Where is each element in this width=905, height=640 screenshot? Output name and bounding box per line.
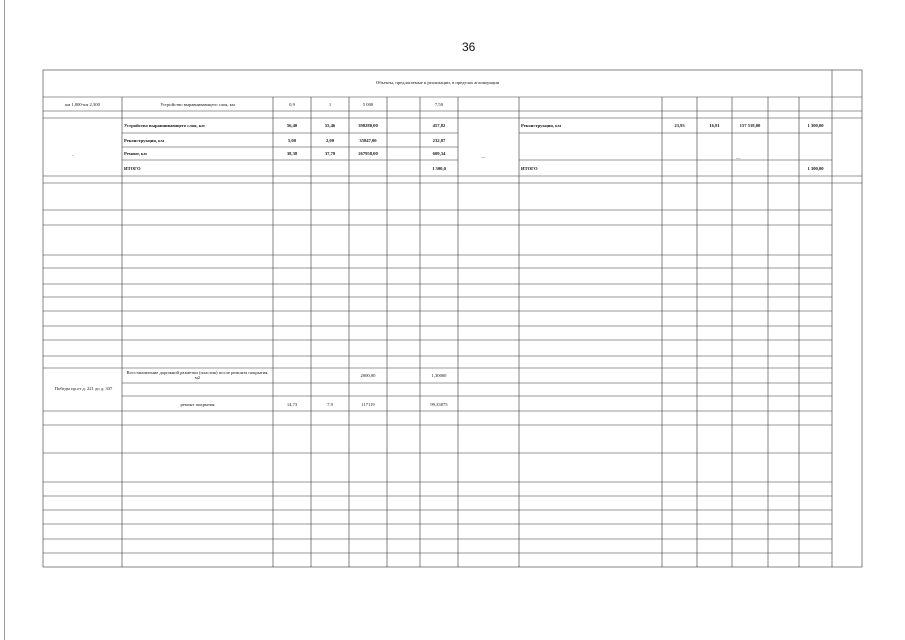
group-a-row1-work: Устройство выравнивающего слоя, км xyxy=(124,123,205,128)
group-b-restore-v4: 1,30000 xyxy=(431,373,447,378)
group-b-repair-v4: 99,33075 xyxy=(430,402,448,407)
table-header-title: Объекты, предлагаемые к реализации, в пределах агломерации xyxy=(375,80,500,85)
group-a-row3-work: Ремонт, км xyxy=(124,151,147,156)
row1-v1: 0,9 xyxy=(289,102,295,107)
row1-v2: 1 xyxy=(328,102,332,107)
group-a-right-work: Реконструкция, км xyxy=(521,123,561,128)
row1-segment: км 1,000-км 2,300 xyxy=(65,102,100,107)
group-b-repair-v1: 14,73 xyxy=(286,402,298,407)
row1-v3: 5 000 xyxy=(362,102,374,107)
group-b-repair-work: ремонт покрытия xyxy=(180,402,215,407)
group-a-row3-v3: 267958,00 xyxy=(358,151,378,156)
group-b-restore-v3: 2000,00 xyxy=(360,373,376,378)
group-a-dash-left: - xyxy=(72,153,74,158)
group-a-right-v3: 157 518,00 xyxy=(739,123,761,128)
group-b-restore-work: Восстановление дорожной разметки (пластик) после ремонта покрытия, м2 xyxy=(126,370,269,380)
group-a-total-value: 1 300,0 xyxy=(432,166,446,171)
group-a-dash-right: — xyxy=(736,155,741,160)
group-a-row2-v3: 35847,00 xyxy=(359,138,377,143)
group-a-right-v1: 23,93 xyxy=(674,123,685,128)
group-a-row2-v1: 5,00 xyxy=(287,138,297,143)
group-a-right-v4: 1 300,00 xyxy=(807,123,824,128)
group-b-repair-v3: 117119 xyxy=(361,402,375,407)
group-a-row2-v2: 2,00 xyxy=(325,138,335,143)
group-a-row1-v3: 398280,00 xyxy=(358,123,378,128)
row1-work: Устройство выравнивающего слоя, км xyxy=(160,102,235,107)
group-a-row1-v4: 457,82 xyxy=(432,123,446,128)
group-a-total-label: ИТОГО xyxy=(124,166,141,171)
group-a-right-v2: 16,81 xyxy=(709,123,720,128)
group-a-dash-mid: — xyxy=(481,154,486,159)
group-b-location: Победы пр.от д. 221 до д. 337 xyxy=(54,386,113,391)
group-a-row3-v1: 38,38 xyxy=(286,151,298,156)
row1-v4: 7,50 xyxy=(434,102,444,107)
group-a-row2-work: Реконструкция, км xyxy=(124,138,164,143)
group-a-row3-v4: 609,34 xyxy=(432,151,446,156)
page-number: 36 xyxy=(462,40,476,54)
group-a-right-total-label: ИТОГО xyxy=(521,166,538,171)
group-a-right-total-value: 1 300,00 xyxy=(807,166,824,171)
group-a-row2-v4: 232,87 xyxy=(432,138,446,143)
group-b-repair-v2: 7,9 xyxy=(327,402,333,407)
group-a-row1-v2: 55,46 xyxy=(324,123,336,128)
group-a-row1-v1: 56,40 xyxy=(286,123,298,128)
group-a-row3-v2: 37,79 xyxy=(324,151,336,156)
